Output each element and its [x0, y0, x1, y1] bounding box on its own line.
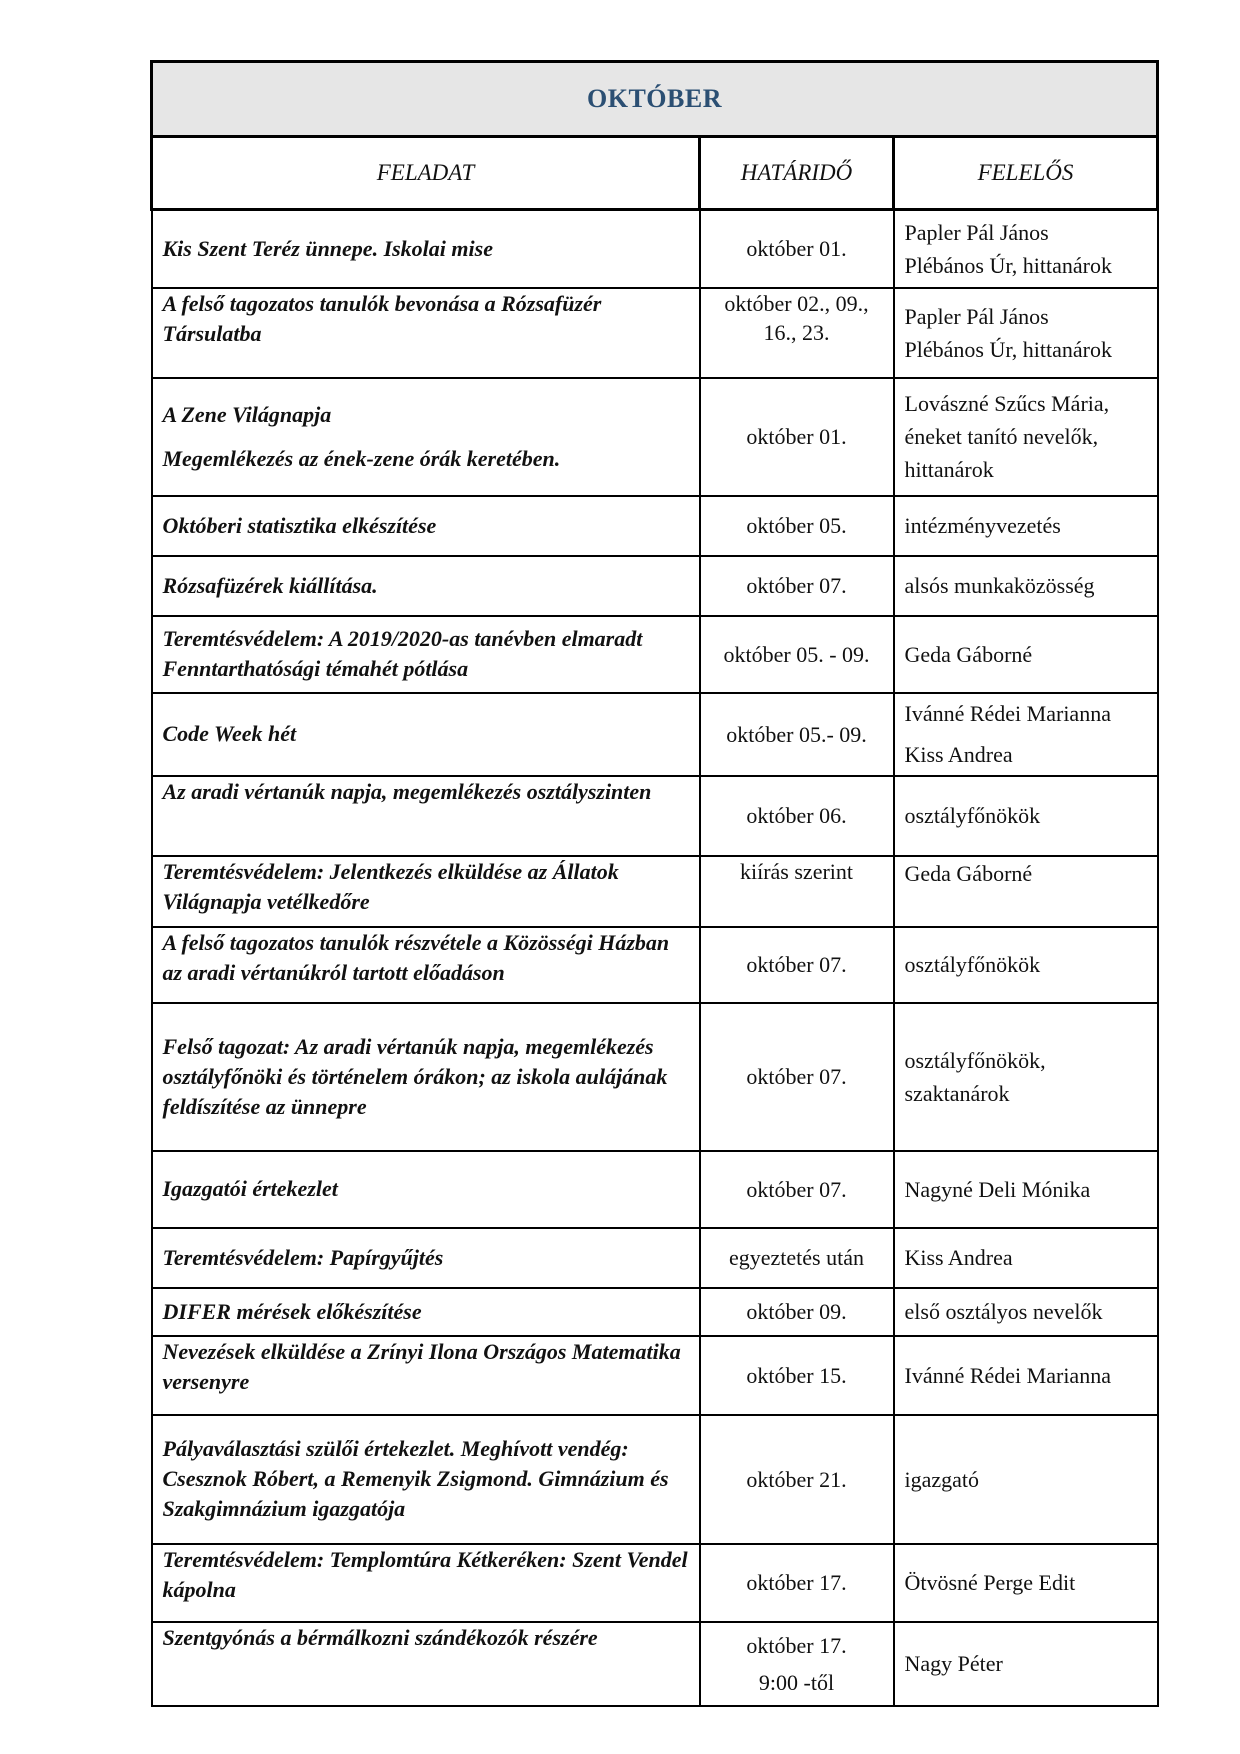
deadline-cell [700, 1288, 894, 1336]
task-cell [152, 1544, 700, 1622]
column-header-deadline: HATÁRIDŐ [700, 137, 894, 210]
schedule-rows [152, 210, 1158, 1706]
task-text: Igazgatói értekezlet [162, 1176, 338, 1201]
task-cell [152, 927, 700, 1003]
table-row [152, 1415, 1158, 1544]
owner-text: alsós munkaközösség [904, 573, 1095, 598]
table-row [152, 693, 1158, 776]
deadline-text: október 01. [746, 236, 847, 262]
table-row [152, 1288, 1158, 1336]
table-row [152, 616, 1158, 693]
table-row [152, 1003, 1158, 1151]
task-cell [152, 693, 700, 776]
task-text: Teremtésvédelem: A 2019/2020-as tanévben elmaradt Fenntarthatósági témahét pótlása [162, 626, 643, 681]
deadline-cell [700, 1003, 894, 1151]
owner-text: Papler Pál János [904, 303, 1049, 329]
deadline-cell [700, 1151, 894, 1228]
deadline-text: október 07. [746, 952, 847, 977]
task-text: A felső tagozatos tanulók részvétele a Közösségi Házban az aradi vértanúkról tartott előadáson [162, 929, 670, 985]
task-cell [152, 1415, 700, 1544]
owner-text: Geda Gáborné [904, 641, 1033, 667]
owner-cell [894, 210, 1158, 288]
deadline-cell [700, 856, 894, 927]
owner-text: Papler Pál János [904, 219, 1049, 245]
owner-text: osztályfőnökök [904, 803, 1041, 828]
task-text: Teremtésvédelem: Templomtúra Kétkeréken: Szent Vendel kápolna [162, 1546, 688, 1602]
table-row [152, 556, 1158, 616]
task-cell [152, 1228, 700, 1288]
task-text: Pályaválasztási szülői értekezlet. Meghívott vendég: Csesznok Róbert, a Remenyik Zsigmond. Gimnázium és Szakgimnázium igazgatója [162, 1436, 669, 1521]
deadline-text: október 05. - 09. [723, 641, 870, 667]
owner-text: Geda Gáborné [904, 860, 1033, 886]
table-row [152, 927, 1158, 1003]
task-text: Code Week hét [162, 721, 297, 746]
task-cell [152, 556, 700, 616]
owner-cell [894, 1415, 1158, 1544]
owner-cell [894, 1336, 1158, 1415]
owner-cell [894, 856, 1158, 927]
deadline-cell [700, 556, 894, 616]
task-text: Kis Szent Teréz ünnepe. Iskolai mise [162, 235, 493, 261]
table-row [152, 1151, 1158, 1228]
deadline-text: október 17. [746, 1632, 847, 1658]
table-row [152, 496, 1158, 556]
task-cell [152, 1622, 700, 1706]
deadline-text: egyeztetés után [729, 1245, 864, 1270]
task-cell [152, 288, 700, 378]
task-cell [152, 776, 700, 856]
owner-cell [894, 378, 1158, 496]
task-text: A Zene Világnapja [162, 401, 332, 427]
owner-cell [894, 1151, 1158, 1228]
table-row [152, 776, 1158, 856]
owner-cell [894, 1288, 1158, 1336]
owner-cell [894, 616, 1158, 693]
deadline-cell [700, 616, 894, 693]
task-cell [152, 1336, 700, 1415]
deadline-cell [700, 776, 894, 856]
owner-cell [894, 1003, 1158, 1151]
task-cell [152, 1151, 700, 1228]
deadline-cell [700, 1228, 894, 1288]
deadline-text: október 15. [746, 1362, 847, 1388]
task-text: Nevezések elküldése a Zrínyi Ilona Országos Matematika versenyre [162, 1338, 681, 1394]
owner-text: Plébános Úr, hittanárok [904, 252, 1112, 278]
task-text: A felső tagozatos tanulók bevonása a Rózsafüzér Társulatba [162, 290, 602, 346]
table-row [152, 1336, 1158, 1415]
owner-text: szaktanárok [904, 1080, 1010, 1106]
owner-text: Lovászné Szűcs Mária, [904, 391, 1110, 416]
deadline-text: október 05.- 09. [726, 721, 867, 747]
owner-text: első osztályos nevelők [904, 1299, 1103, 1324]
task-text: Teremtésvédelem: Papírgyűjtés [162, 1244, 444, 1270]
task-text: Felső tagozat: Az aradi vértanúk napja, megemlékezés osztályfőnöki és történelem órákon; az iskola aulájának feldíszítése az ünnepre [162, 1033, 668, 1119]
task-text: Az aradi vértanúk napja, megemlékezés osztályszinten [162, 778, 652, 804]
deadline-text: október 21. [746, 1466, 847, 1492]
owner-text: Nagyné Deli Mónika [904, 1176, 1091, 1202]
deadline-cell [700, 496, 894, 556]
task-text: Teremtésvédelem: Jelentkezés elküldése az Állatok Világnapja vetélkedőre [162, 858, 619, 914]
owner-text: éneket tanító nevelők, [904, 424, 1099, 449]
task-cell [152, 210, 700, 288]
task-cell [152, 1003, 700, 1151]
owner-cell [894, 288, 1158, 378]
table-row [152, 1228, 1158, 1288]
column-header-row [152, 137, 1158, 210]
table-row [152, 856, 1158, 927]
deadline-cell [700, 1622, 894, 1706]
task-text: DIFER mérések előkészítése [162, 1298, 422, 1324]
deadline-text: október 17. [746, 1570, 847, 1595]
owner-text: Kiss Andrea [904, 742, 1013, 767]
task-text: Megemlékezés az ének-zene órák keretében. [162, 445, 561, 471]
deadline-text: október 06. [746, 803, 847, 828]
owner-text: Nagy Péter [904, 1651, 1003, 1676]
deadline-cell [700, 1544, 894, 1622]
deadline-text: 9:00 -től [758, 1669, 835, 1695]
table-row [152, 1622, 1158, 1706]
owner-text: Ivánné Rédei Marianna [904, 701, 1111, 726]
task-cell [152, 496, 700, 556]
task-cell [152, 616, 700, 693]
owner-cell [894, 776, 1158, 856]
deadline-cell [700, 288, 894, 378]
deadline-text: október 09. [746, 1299, 847, 1324]
deadline-text: október 07. [746, 573, 847, 598]
deadline-text: október 01. [746, 424, 847, 449]
owner-text: osztályfőnökök, [904, 1047, 1046, 1073]
deadline-cell [700, 210, 894, 288]
column-header-owner: FELELŐS [894, 137, 1158, 210]
deadline-text: kiírás szerint [739, 858, 854, 884]
owner-text: osztályfőnökök [904, 952, 1041, 977]
deadline-text: október 02., 09., 16., 23. [724, 290, 869, 345]
deadline-text: október 07. [746, 1064, 847, 1089]
owner-cell [894, 1622, 1158, 1706]
table-row [152, 210, 1158, 288]
task-cell [152, 856, 700, 927]
deadline-text: október 05. [746, 513, 847, 538]
owner-text: intézményvezetés [904, 513, 1061, 538]
october-schedule-table [150, 60, 1159, 1707]
owner-text: Plébános Úr, hittanárok [904, 336, 1112, 362]
deadline-text: október 07. [746, 1176, 847, 1202]
task-text: Októberi statisztika elkészítése [162, 512, 437, 538]
deadline-cell [700, 693, 894, 776]
task-cell [152, 1288, 700, 1336]
task-text: Rózsafüzérek kiállítása. [162, 572, 378, 598]
owner-text: Kiss Andrea [904, 1245, 1013, 1270]
owner-cell [894, 556, 1158, 616]
column-header-task: FELADAT [152, 137, 700, 210]
deadline-cell [700, 1336, 894, 1415]
owner-cell [894, 1544, 1158, 1622]
deadline-cell [700, 1415, 894, 1544]
owner-text: hittanárok [904, 457, 994, 482]
table-row [152, 288, 1158, 378]
deadline-cell [700, 378, 894, 496]
month-title: OKTÓBER [152, 62, 1158, 137]
owner-text: Ivánné Rédei Marianna [904, 1362, 1111, 1388]
owner-cell [894, 496, 1158, 556]
owner-cell [894, 927, 1158, 1003]
task-text: Szentgyónás a bérmálkozni szándékozók részére [162, 1624, 598, 1650]
table-row [152, 1544, 1158, 1622]
owner-cell [894, 693, 1158, 776]
deadline-cell [700, 927, 894, 1003]
task-cell [152, 378, 700, 496]
owner-text: Ötvösné Perge Edit [904, 1570, 1076, 1595]
table-row [152, 378, 1158, 496]
owner-cell [894, 1228, 1158, 1288]
owner-text: igazgató [904, 1466, 980, 1492]
